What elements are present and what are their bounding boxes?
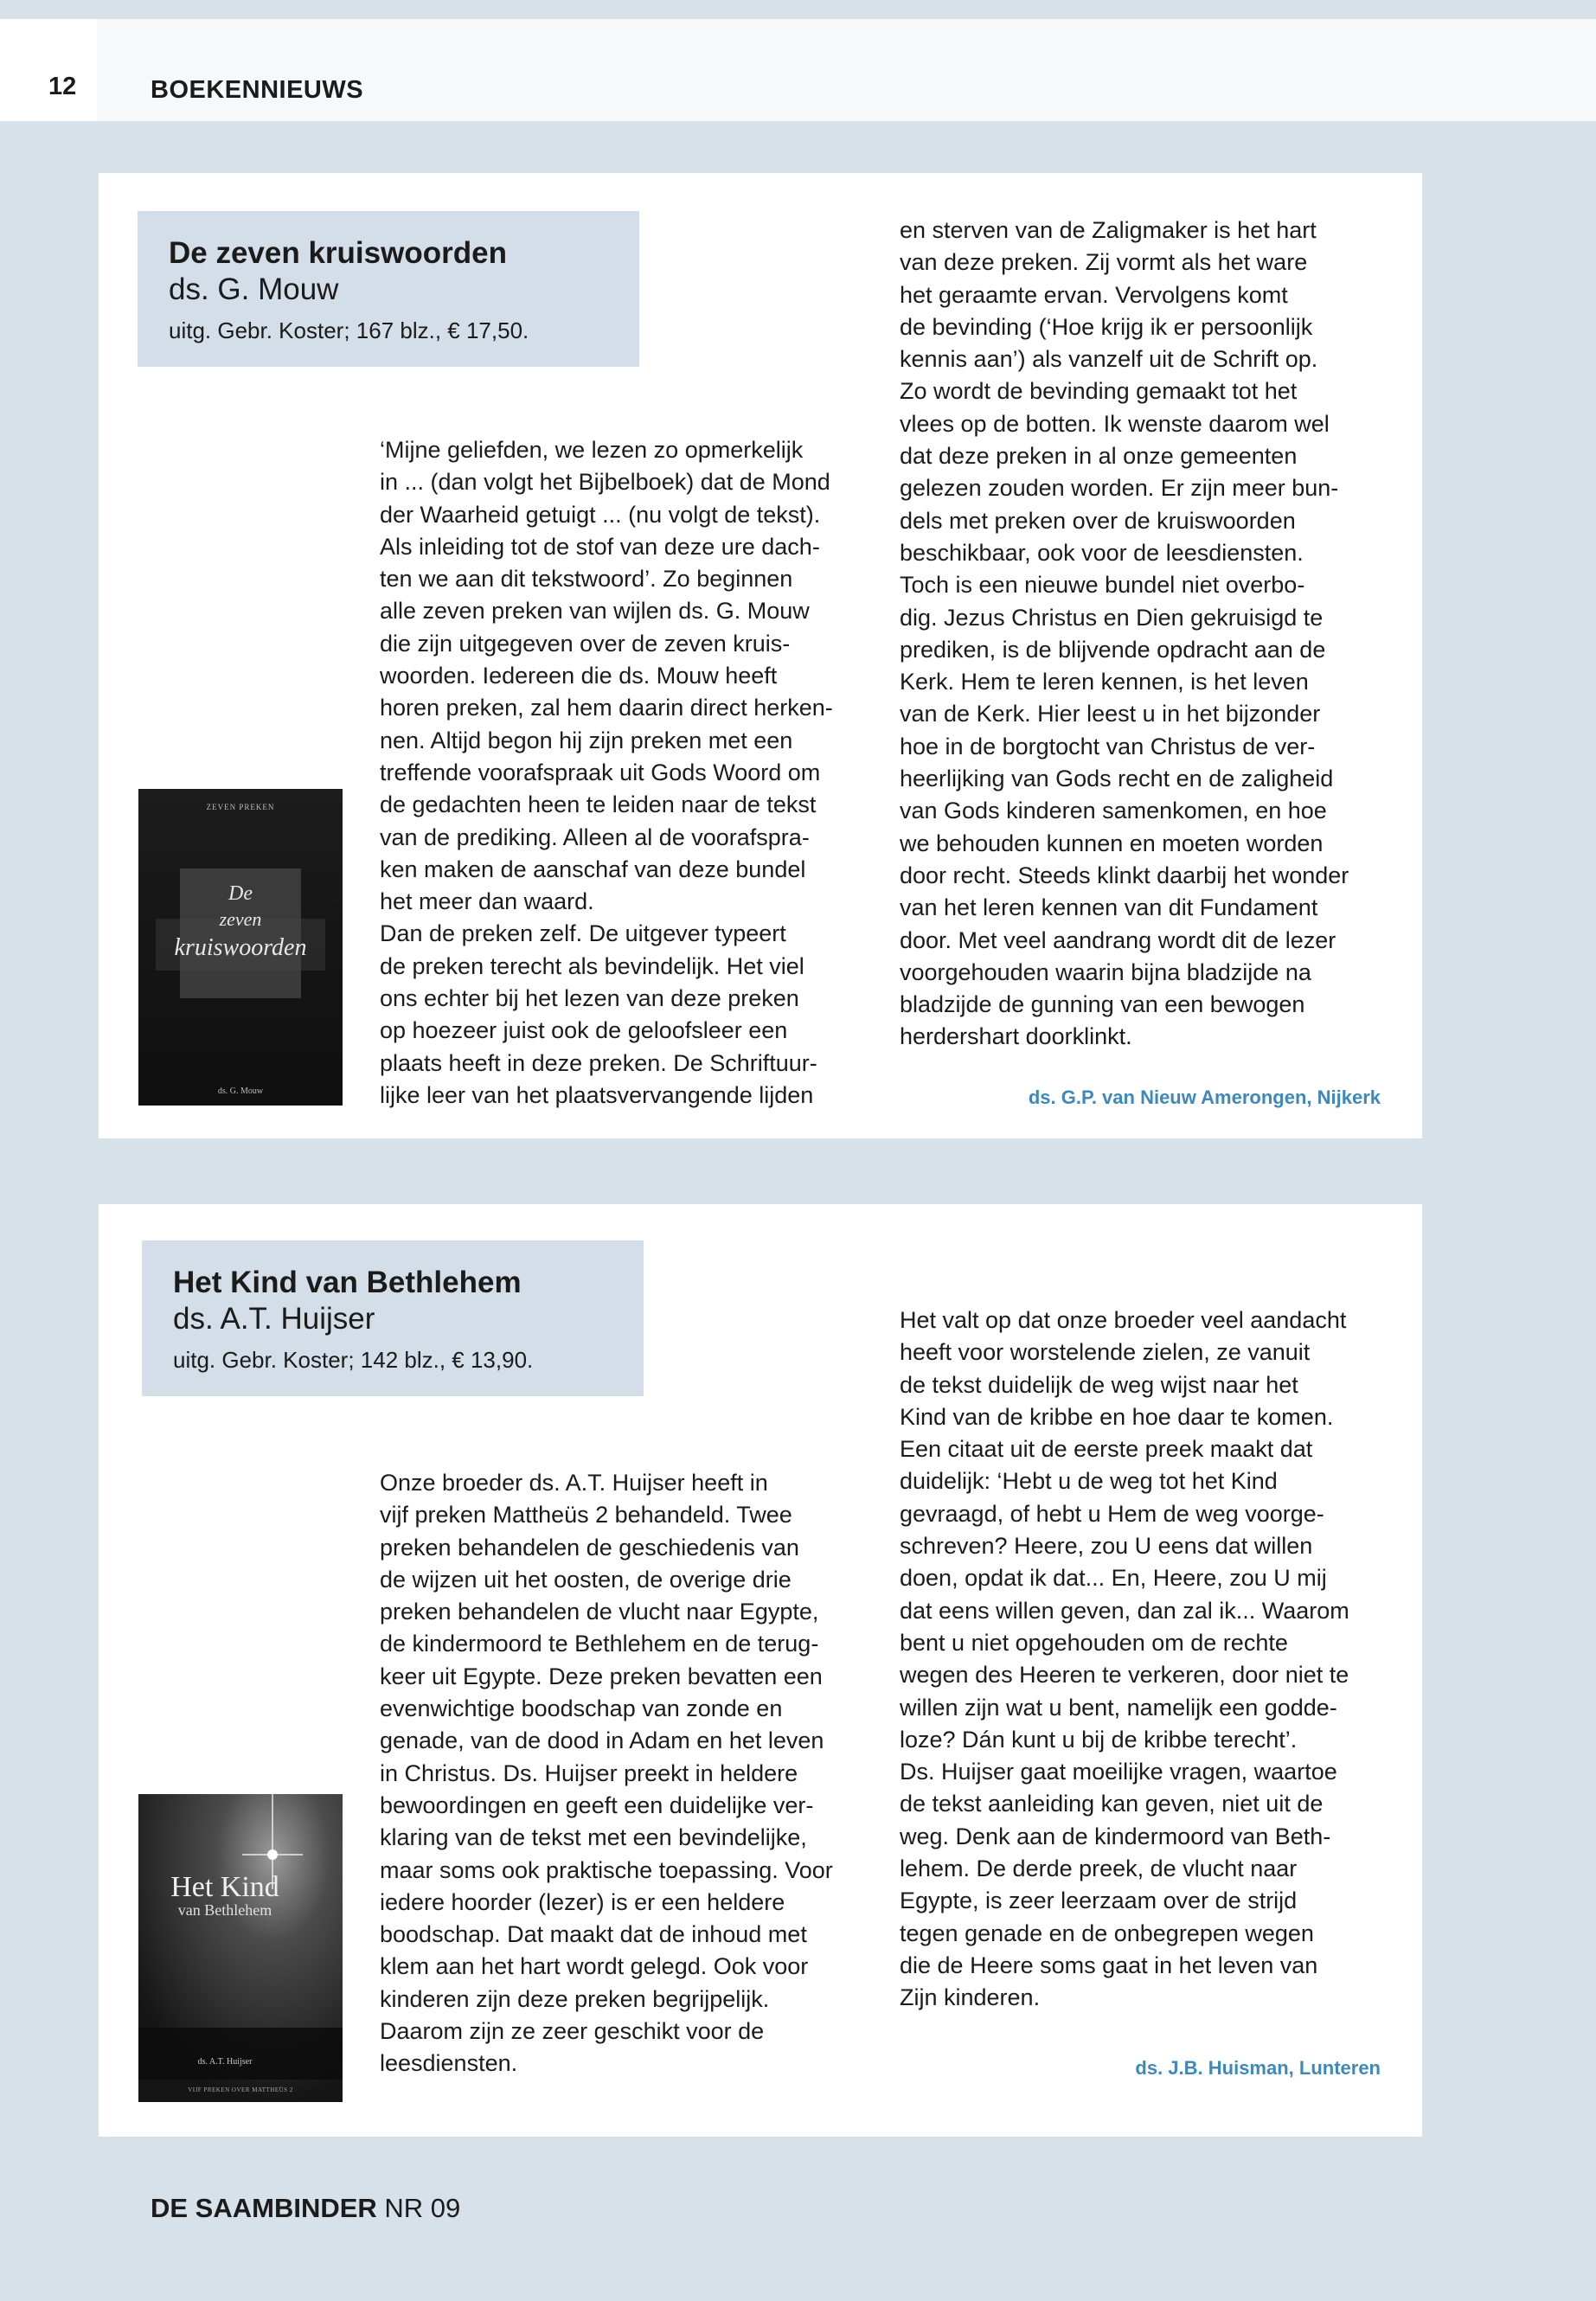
- book-author: ds. G. Mouw: [169, 272, 339, 306]
- book-title: Het Kind van Bethlehem: [173, 1266, 522, 1299]
- cover-author: ds. G. Mouw: [217, 1086, 264, 1096]
- review-text-col-2: en sterven van de Zaligmaker is het hart van deze preken. Zij vormt als het ware het geraamte ervan. Vervolgens komt de bevinding (‘Hoe krijg ik er persoonlijk kennis aan’) als vanzelf uit de Schrift op. Zo wordt de bevinding gemaakt tot het vlees op de botten. Ik wenste daarom wel dat deze preken in al onze gemeenten gelezen zouden worden. Er zijn meer bun- dels met preken over de kruiswoorden beschikbaar, ook voor de leesdiensten. Toch is een nieuwe bundel niet overbo- dig. Jezus Christus en Dien gekruisigd te prediken, is de blijvende opdracht aan de Kerk. Hem te leren kennen, is het leven van de Kerk. Hier leest u in het bijzonder hoe in de borgtocht van Christus de ver- heerlijking van Gods recht en de zaligheid van Gods kinderen samenkomen, en hoe we behouden kunnen en moeten worden door recht. Steeds klinkt daarbij het wonder van het leren kennen van dit Fundament door. Met veel aandrang wordt dit de lezer voorgehouden waarin bijna bladzijde na bladzijde de gunning van een bewogen herdershart doorklinkt.: [900, 217, 1349, 1050]
- cover-author: ds. A.T. Huijser: [197, 2057, 253, 2067]
- book-info-box: [138, 211, 639, 367]
- book-cover: [138, 789, 343, 1106]
- book-title: De zeven kruiswoorden: [169, 236, 507, 270]
- cover-bottom-label: VIJF PREKEN OVER MATTHEÜS 2: [188, 2086, 293, 2093]
- section-title: BOEKENNIEUWS: [151, 76, 364, 104]
- reviewer-signature: ds. J.B. Huisman, Lunteren: [1135, 2057, 1381, 2079]
- cover-title-line-2: zeven: [219, 908, 262, 930]
- magazine-name: DE SAAMBINDER: [151, 2193, 377, 2223]
- reviewer-signature: ds. G.P. van Nieuw Amerongen, Nijkerk: [1028, 1086, 1381, 1108]
- review-card-2: [99, 1204, 1422, 2137]
- footer: [151, 2193, 460, 2224]
- book-cover: [138, 1794, 343, 2102]
- book-cover-art: [138, 789, 343, 1106]
- book-publisher: uitg. Gebr. Koster; 142 blz., € 13,90.: [173, 1347, 534, 1373]
- cover-subtitle: van Bethlehem: [177, 1901, 272, 1919]
- issue-number: NR 09: [384, 2193, 461, 2223]
- book-info-box: [142, 1240, 644, 1396]
- book-publisher: uitg. Gebr. Koster; 167 blz., € 17,50.: [169, 317, 529, 343]
- book-cover-art: [138, 1794, 343, 2102]
- review-text-col-1: ‘Mijne geliefden, we lezen zo opmerkelijk in ... (dan volgt het Bijbelboek) dat de Mond der Waarheid getuigt ... (nu volgt de tekst). Als inleiding tot de stof van deze ure dach- ten we aan dit tekstwoord’. Zo beginnen alle zeven preken van wijlen ds. G. Mouw die zijn uitgegeven over de zeven kruis- woorden. Iedereen die ds. Mouw heeft horen preken, zal hem daarin direct herken- nen. Altijd begon hij zijn preken met een treffende voorafspraak uit Gods Woord om de gedachten heen te leiden naar de tekst van de prediking. Alleen al de voorafspra- ken maken de aanschaf van deze bundel het meer dan waard. Dan de preken zelf. De uitgever typeert de preken terecht als bevindelijk. Het viel ons echter bij het lezen van deze preken op hoezeer juist ook de geloofsleer een plaats heeft in deze preken. De Schriftuur- lijke leer van het plaatsvervangende lijden: [380, 437, 833, 1108]
- page-number: 12: [48, 73, 77, 100]
- cover-top-label: ZEVEN PREKEN: [206, 803, 275, 811]
- review-text-col-2: Het valt op dat onze broeder veel aandacht heeft voor worstelende zielen, ze vanuit de tekst duidelijk de weg wijst naar het Kind van de kribbe en hoe daar te komen. Een citaat uit de eerste preek maakt dat duidelijk: ‘Hebt u de weg tot het Kind gevraagd, of hebt u Hem de weg voorge- schreven? Heere, zou U eens dat willen doen, opdat ik dat... En, Heere, zou U mij dat eens willen geven, dan zal ik... Waarom bent u niet opgehouden om de rechte wegen des Heeren te verkeren, door niet te willen zijn wat u bent, namelijk een godde- loze? Dán kunt u bij de kribbe terecht’. Ds. Huijser gaat moeilijke vragen, waartoe de tekst aanleiding kan geven, niet uit de weg. Denk aan de kindermoord van Beth- lehem. De derde preek, de vlucht naar Egypte, is zeer leerzaam over de strijd tegen genade en de onbegrepen wegen die de Heere soms gaat in het leven van Zijn kinderen.: [900, 1307, 1349, 2011]
- book-author: ds. A.T. Huijser: [173, 1302, 375, 1336]
- review-card-1: [99, 173, 1422, 1138]
- star-icon: [267, 1849, 278, 1860]
- page-number-box: [0, 19, 97, 121]
- header-strip: [97, 19, 1596, 121]
- cover-title-line-3: kruiswoorden: [174, 934, 307, 961]
- review-text-col-1: Onze broeder ds. A.T. Huijser heeft in vijf preken Mattheüs 2 behandeld. Twee preken behandelen de geschiedenis van de wijzen uit het oosten, de overige drie preken behandelen de vlucht naar Egypte, de kindermoord te Bethlehem en de terug- keer uit Egypte. Deze preken bevatten een evenwichtige boodschap van zonde en genade, van de dood in Adam en het leven in Christus. Ds. Huijser preekt in heldere bewoordingen en geeft een duidelijke ver- klaring van de tekst met een bevindelijke, maar soms ook praktische toepassing. Voor iedere hoorder (lezer) is er een heldere boodschap. Dat maakt dat de inhoud met klem aan het hart wordt gelegd. Ook voor kinderen zijn deze preken begrijpelijk. Daarom zijn ze zeer geschikt voor de leesdiensten.: [380, 1470, 833, 2077]
- cover-title: Het Kind: [170, 1871, 279, 1903]
- cover-title-line-1: De: [228, 882, 253, 905]
